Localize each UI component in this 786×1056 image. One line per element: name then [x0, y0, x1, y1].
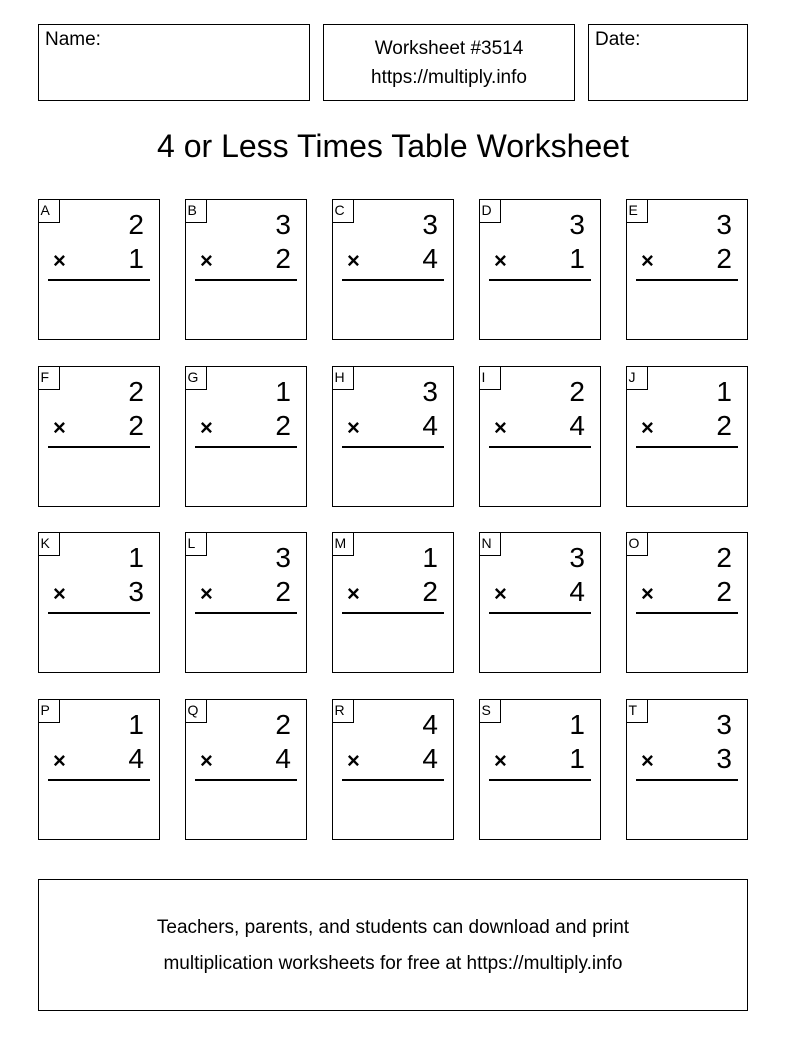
multiply-sign: ×	[347, 248, 360, 273]
problem-label: E	[626, 199, 648, 223]
multiplicand: 3	[716, 709, 732, 740]
multiply-sign: ×	[200, 581, 213, 606]
multiplicand: 2	[128, 209, 144, 240]
problem-card[interactable]	[479, 366, 601, 507]
problem-label: F	[38, 366, 60, 390]
multiplicand: 1	[422, 542, 438, 573]
date-label: Date:	[595, 29, 641, 50]
multiplier: 4	[422, 243, 438, 274]
problem-card[interactable]	[185, 199, 307, 340]
problem-label: G	[185, 366, 207, 390]
problem-label: J	[626, 366, 648, 390]
answer-line	[636, 279, 738, 281]
answer-line	[48, 779, 150, 781]
multiplicand: 3	[569, 209, 585, 240]
footer-box	[38, 879, 748, 1011]
problem-card[interactable]	[185, 699, 307, 840]
multiply-sign: ×	[53, 581, 66, 606]
multiplier: 4	[569, 576, 585, 607]
answer-line	[195, 779, 297, 781]
problem-label: P	[38, 699, 60, 723]
answer-line	[489, 779, 591, 781]
multiplicand: 1	[128, 542, 144, 573]
problem-card[interactable]	[332, 699, 454, 840]
answer-line	[195, 612, 297, 614]
problem-label: Q	[185, 699, 207, 723]
multiplier: 4	[422, 410, 438, 441]
multiplier: 2	[422, 576, 438, 607]
problem-card[interactable]	[332, 532, 454, 673]
multiplier: 3	[128, 576, 144, 607]
problem-card[interactable]	[479, 699, 601, 840]
multiply-sign: ×	[347, 581, 360, 606]
answer-line	[636, 612, 738, 614]
multiply-sign: ×	[53, 248, 66, 273]
multiplier: 2	[716, 410, 732, 441]
problem-card[interactable]	[38, 199, 160, 340]
problem-label: B	[185, 199, 207, 223]
worksheet-info-box	[323, 24, 575, 101]
problem-label: I	[479, 366, 501, 390]
answer-line	[48, 446, 150, 448]
problem-label: S	[479, 699, 501, 723]
problem-card[interactable]	[332, 366, 454, 507]
multiply-sign: ×	[53, 748, 66, 773]
multiplier: 4	[569, 410, 585, 441]
problem-label: L	[185, 532, 207, 556]
answer-line	[342, 279, 444, 281]
worksheet-title: 4 or Less Times Table Worksheet	[157, 128, 629, 164]
multiply-sign: ×	[200, 248, 213, 273]
multiplicand: 3	[716, 209, 732, 240]
multiplier: 4	[275, 743, 291, 774]
multiply-sign: ×	[53, 415, 66, 440]
multiplier: 2	[716, 576, 732, 607]
problem-label: C	[332, 199, 354, 223]
problem-card[interactable]	[332, 199, 454, 340]
multiplier: 4	[422, 743, 438, 774]
problem-card[interactable]	[38, 366, 160, 507]
answer-line	[48, 612, 150, 614]
multiply-sign: ×	[641, 415, 654, 440]
multiplier: 4	[128, 743, 144, 774]
multiplicand: 2	[716, 542, 732, 573]
problem-card[interactable]	[479, 532, 601, 673]
multiplicand: 2	[128, 376, 144, 407]
multiply-sign: ×	[494, 748, 507, 773]
multiply-sign: ×	[347, 748, 360, 773]
answer-line	[489, 612, 591, 614]
multiplier: 3	[716, 743, 732, 774]
multiplicand: 2	[275, 709, 291, 740]
problem-card[interactable]	[626, 199, 748, 340]
multiplicand: 1	[275, 376, 291, 407]
answer-line	[489, 279, 591, 281]
problem-label: D	[479, 199, 501, 223]
multiplicand: 3	[422, 209, 438, 240]
problem-card[interactable]	[185, 532, 307, 673]
problem-card[interactable]	[626, 532, 748, 673]
answer-line	[489, 446, 591, 448]
answer-line	[342, 779, 444, 781]
name-field-box[interactable]	[38, 24, 310, 101]
problem-label: N	[479, 532, 501, 556]
footer-line-1: Teachers, parents, and students can download and print	[156, 917, 630, 938]
multiply-sign: ×	[494, 581, 507, 606]
multiply-sign: ×	[347, 415, 360, 440]
problem-label: R	[332, 699, 354, 723]
multiplicand: 1	[569, 709, 585, 740]
problem-label: T	[626, 699, 648, 723]
multiply-sign: ×	[641, 248, 654, 273]
problem-label: O	[626, 532, 648, 556]
answer-line	[636, 446, 738, 448]
multiplier: 1	[569, 743, 585, 774]
multiply-sign: ×	[641, 748, 654, 773]
multiplicand: 4	[422, 709, 438, 740]
worksheet-url: https://multiply.info	[371, 67, 527, 88]
answer-line	[195, 279, 297, 281]
problem-label: K	[38, 532, 60, 556]
multiplier: 1	[569, 243, 585, 274]
multiplicand: 3	[275, 209, 291, 240]
multiplier: 2	[128, 410, 144, 441]
multiplicand: 1	[128, 709, 144, 740]
multiplicand: 3	[275, 542, 291, 573]
multiply-sign: ×	[641, 581, 654, 606]
multiplicand: 1	[716, 376, 732, 407]
footer-line-2: multiplication worksheets for free at https://multiply.info	[163, 953, 623, 974]
multiplicand: 3	[422, 376, 438, 407]
answer-line	[195, 446, 297, 448]
answer-line	[636, 779, 738, 781]
problem-card[interactable]	[38, 532, 160, 673]
answer-line	[342, 446, 444, 448]
problem-card[interactable]	[626, 699, 748, 840]
multiply-sign: ×	[494, 248, 507, 273]
problem-label: H	[332, 366, 354, 390]
worksheet-number: Worksheet #3514	[374, 38, 524, 59]
multiply-sign: ×	[200, 415, 213, 440]
problem-card[interactable]	[479, 199, 601, 340]
multiply-sign: ×	[494, 415, 507, 440]
multiplier: 2	[275, 243, 291, 274]
date-field-box[interactable]	[588, 24, 748, 101]
problem-card[interactable]	[185, 366, 307, 507]
answer-line	[48, 279, 150, 281]
multiplier: 2	[275, 410, 291, 441]
problem-card[interactable]	[38, 699, 160, 840]
multiplier: 1	[128, 243, 144, 274]
multiplier: 2	[716, 243, 732, 274]
multiplicand: 2	[569, 376, 585, 407]
multiply-sign: ×	[200, 748, 213, 773]
problem-label: A	[38, 199, 60, 223]
multiplier: 2	[275, 576, 291, 607]
multiplicand: 3	[569, 542, 585, 573]
answer-line	[342, 612, 444, 614]
name-label: Name:	[45, 29, 101, 50]
problem-label: M	[332, 532, 354, 556]
problem-card[interactable]	[626, 366, 748, 507]
